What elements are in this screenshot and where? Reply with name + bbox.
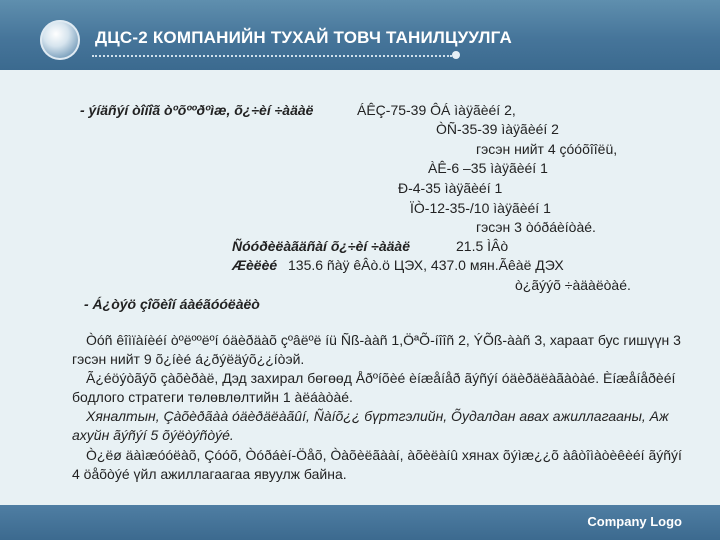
section1-line6: ÏÒ-12-35-/10 ìàÿãèéí 1 xyxy=(410,200,551,216)
section1-line7: гэсэн 3 òóðáèíòàé. xyxy=(476,219,596,235)
section1-line8-value: 21.5 ÌÂò xyxy=(456,238,509,254)
section1-label: - ýíäñýí òîíîã òºõººðºìæ, õ¿÷èí ÷àäàë xyxy=(80,102,314,118)
slide-title: ДЦС-2 КОМПАНИЙН ТУХАЙ ТОВЧ ТАНИЛЦУУЛГА xyxy=(95,28,512,47)
section1-line1: ÁÊÇ-75-39 ÔÁ ìàÿãèéí 2, xyxy=(357,102,516,118)
section1-line3: гэсэн нийт 4 çóóõîîëü, xyxy=(476,141,618,157)
section2-paragraph-2: Ã¿éöýòãýõ çàõèðàë, Дэд захирал бөгөөд Åðºíõèé èíæåíåð ãýñýí óäèðäëàãàòàé. Èíæåíåðèéí бодлого стратеги төлөвлөлтийн 1 àëáàòàé. xyxy=(72,370,676,405)
section2-paragraph-1: Òóñ êîìïàíèéí òºëººëºí óäèðäàõ çºâëºë íü Ñß-ààñ 1,ÖªÕ-íîîñ 2, ÝÕß-ààñ 3, хараат бус гишүүн 3 гэсэн нийт 9 õ¿íèé á¿ðýëäýõ¿¿íòэй. xyxy=(72,332,681,367)
section1-line9-label: Æèëèé xyxy=(232,257,278,273)
company-logo: Company Logo xyxy=(587,514,682,529)
section2-paragraph-3: Хяналтын, Çàõèðãàà óäèðäëàãûí, Ñàíõ¿¿ бүртгэлийн, Õудалдан авах ажиллагааны, Аж ахуйн ãýñýí 5 õýëòýñòýé. xyxy=(72,408,669,443)
section1-line4: ÀÊ-6 –35 ìàÿãèéí 1 xyxy=(428,160,548,176)
section2-label: - Á¿òýö çîõèîí áàéãóóëàëò xyxy=(84,296,260,312)
section1-line9-value: 135.6 ñàÿ êÂò.ö ЦЭХ, 437.0 мян.Ãêàë ДЭХ xyxy=(288,257,564,273)
section1-line10: ò¿ãýýõ ÷àäàëòàé. xyxy=(515,277,631,293)
section1-line5: Ð-4-35 ìàÿãèéí 1 xyxy=(398,180,503,196)
section1-line2: ÒÑ-35-39 ìàÿãèéí 2 xyxy=(436,121,559,137)
section2-paragraph-4: Ò¿ëø äàìæóóëàõ, Çóóõ, Òóðáèí-Öåõ, Òàõèëãààí, àõèëàíû хянах õýìæ¿¿õ àâòîìàòèêèéí ãýñýí 4 öåõòýé үйл ажиллагаагаа явуулж байна. xyxy=(72,447,682,482)
section1-line8-label: Ñóóðèëàãäñàí õ¿÷èí ÷àäàë xyxy=(232,238,410,254)
footer-bar xyxy=(0,505,720,540)
